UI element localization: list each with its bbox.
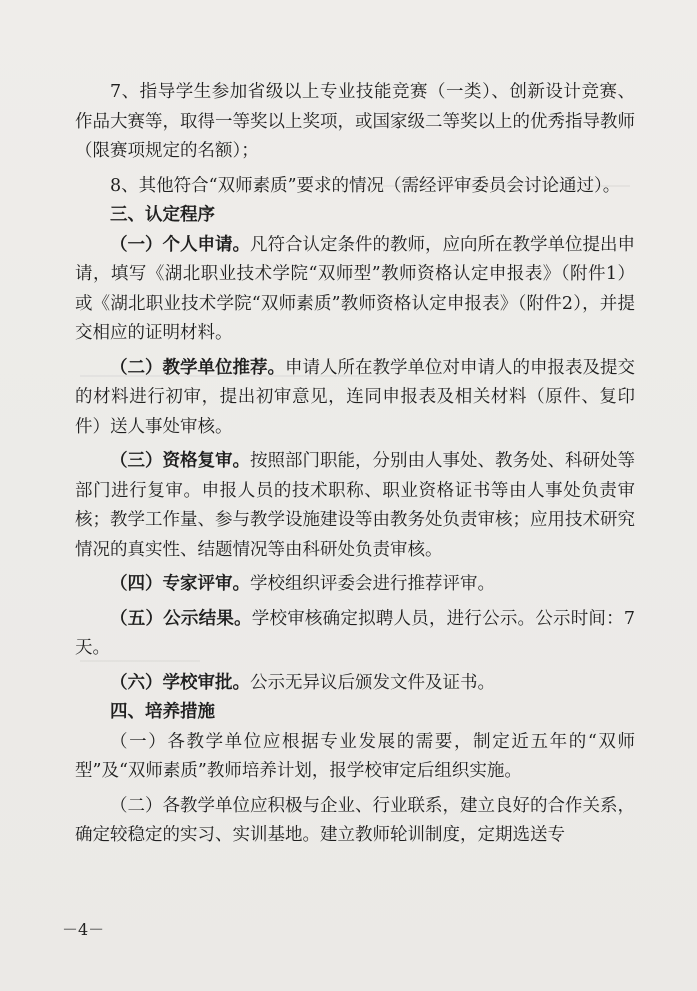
step-5-label: （五）公示结果。 <box>110 608 252 629</box>
item-7: 7、指导学生参加省级以上专业技能竞赛（一类）、创新设计竞赛、作品大赛等，取得一等奖以上奖项，或国家级二等奖以上的优秀指导教师（限赛项规定的名额）； <box>75 82 635 161</box>
document-body <box>75 78 635 851</box>
step-6 <box>75 669 635 699</box>
section-4-title: 四、培养措施 <box>110 702 215 722</box>
step-6-label: （六）学校审批。 <box>110 672 250 693</box>
step-3 <box>75 447 635 565</box>
step-1-label: （一）个人申请。 <box>110 234 250 255</box>
section-3-title: 三、认定程序 <box>110 205 215 225</box>
step-4-text: 学校组织评委会进行推荐评审。 <box>250 574 495 594</box>
item-8: 8、其他符合“双师素质”要求的情况（需经评审委员会讨论通过）。 <box>110 175 621 196</box>
step-3-text: 按照部门职能，分别由人事处、教务处、科研处等部门进行复审。申报人员的技术职称、职业资格证书等由人事处负责审核；教学工作量、参与教学设施建设等由教务处负责审核；应用技术研究情况的真实性、结题情况等由科研处负责审核。 <box>75 451 635 560</box>
measure-2: （二）各教学单位应积极与企业、行业联系，建立良好的合作关系，确定较稳定的实习、实训基地。建立教师轮训制度，定期选送专 <box>75 795 635 845</box>
step-5-text: 学校审核确定拟聘人员，进行公示。公示时间：7天。 <box>75 608 636 658</box>
step-4 <box>75 570 635 600</box>
step-2-text: 申请人所在教学单位对申请人的申报表及提交的材料进行初审，提出初审意见，连同申报表及相关材料（原件、复印件）送人事处审核。 <box>75 357 635 437</box>
step-2-label: （二）教学单位推荐。 <box>110 357 285 378</box>
page-number: －4－ <box>62 920 105 939</box>
step-5 <box>75 605 635 664</box>
measure-1: （一）各教学单位应根据专业发展的需要，制定近五年的“双师型”及“双师素质”教师培养计划，报学校审定后组织实施。 <box>75 731 635 781</box>
step-1 <box>75 231 635 349</box>
step-1-text: 凡符合认定条件的教师，应向所在教学单位提出申请，填写《湖北职业技术学院“双师型”教师资格认定申报表》（附件1）或《湖北职业技术学院“双师素质”教师资格认定申报表》（附件2），并提交相应的证明材料。 <box>75 234 635 343</box>
step-2 <box>75 354 635 443</box>
step-6-text: 公示无异议后颁发文件及证书。 <box>250 672 495 693</box>
step-4-label: （四）专家评审。 <box>110 574 250 594</box>
step-3-label: （三）资格复审。 <box>110 451 250 471</box>
